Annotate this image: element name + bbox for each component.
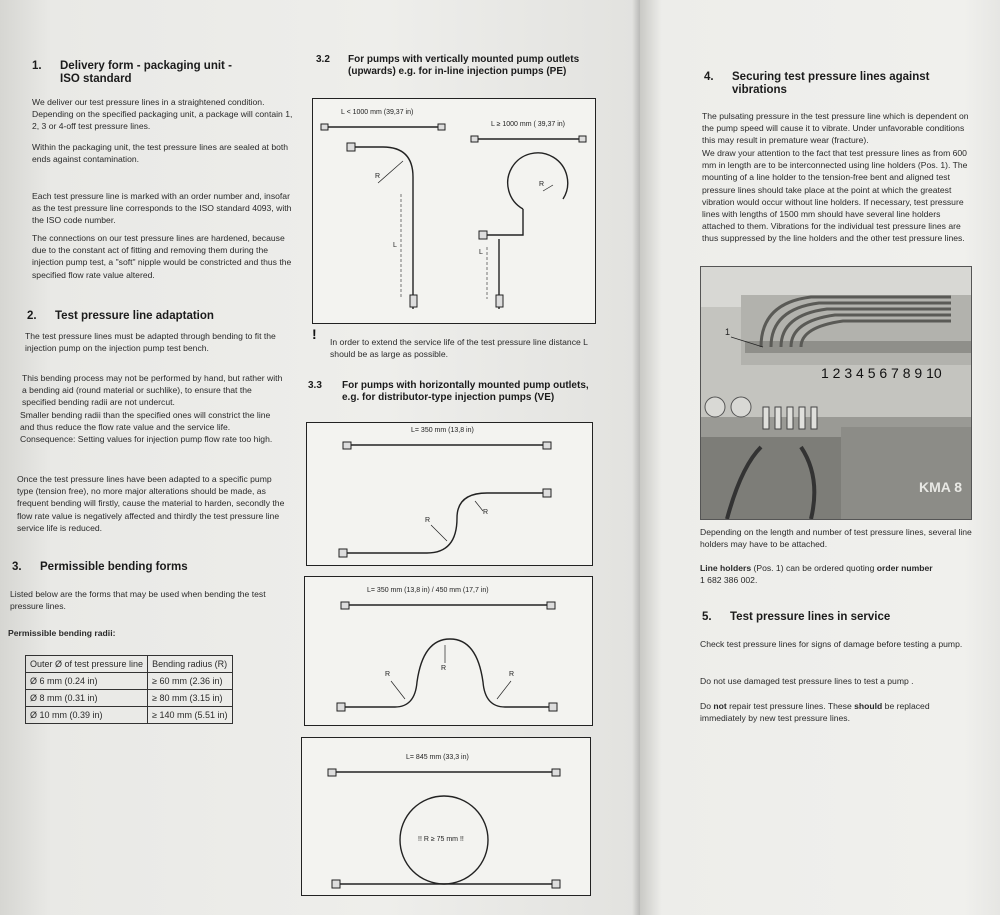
length-label-b: L ≥ 1000 mm ( 39,37 in) <box>491 121 566 128</box>
length-label-3: L= 845 mm (33,3 in) <box>406 754 469 761</box>
section-4-paragraph-2: We draw your attention to the fact that test pressure lines as from 600 mm in length are to be interconnected using line holders (Pos. 1). The mounting of a line holder to the tension-free bent and aligned test pressure lines should take place at the point at which the greatest vibration would occur without line holders. If necessary, test pressure lines with lengths of 1500 mm should have several line holders attached to them. Vibrations for the individual test pressure lines are thus suppressed by the line holders and the other test pressure lines. <box>702 148 968 244</box>
section-3-heading: 3. Permissible bending forms <box>12 561 188 573</box>
outlet-numbers: 1 2 3 4 5 6 7 8 9 10 <box>821 365 942 381</box>
test-bench-photo <box>700 266 972 520</box>
section-1-paragraph-3: Each test pressure line is marked with an order number and, insofar as the test pressure line corresponds to the ISO standard 4093, with the ISO code number. <box>32 191 292 226</box>
section-1-heading: 1. Delivery form - packaging unit - ISO standard <box>32 60 232 85</box>
radius-label: R <box>441 665 447 672</box>
section-4-paragraph-1: The pulsating pressure in the test pressure line which is dependent on the pump speed will cause it to vibrate. Under unfavorable conditions this may result in premature wear (fracture). <box>702 111 969 146</box>
radius-label: R <box>509 671 515 678</box>
table-header-cell: Bending radius (R) <box>148 656 232 673</box>
figure-s-bend-drawing <box>307 423 592 565</box>
figure-omega-bend <box>304 576 593 726</box>
table-cell: Ø 8 mm (0.31 in) <box>26 690 148 707</box>
table-cell: ≥ 80 mm (3.15 in) <box>148 690 232 707</box>
table-header-row <box>26 656 233 673</box>
section-5-paragraph-2: Do not use damaged test pressure lines to test a pump . <box>700 676 914 686</box>
table-cell: Ø 6 mm (0.24 in) <box>26 673 148 690</box>
radius-label: R <box>385 671 391 678</box>
section-3-2-heading: 3.2 For pumps with vertically mounted pump outlets (upwards) e.g. for in-line injection pumps (PE) <box>316 54 580 77</box>
table-header-cell: Outer Ø of test pressure line <box>26 656 148 673</box>
figure-vertical-outlets <box>312 98 596 324</box>
section-5-paragraph-3: Do not repair test pressure lines. These should be replaced immediately by new test pressure lines. <box>700 701 930 724</box>
bending-radii-label: Permissible bending radii: <box>8 628 116 638</box>
table-cell: Ø 10 mm (0.39 in) <box>26 707 148 724</box>
radius-label: R <box>425 517 431 524</box>
section-5-heading: 5. Test pressure lines in service <box>702 611 891 623</box>
table-cell: ≥ 140 mm (5.51 in) <box>148 707 232 724</box>
warning-icon: ! <box>312 326 317 342</box>
bench-brand-label: KMA 8 <box>919 479 963 495</box>
figure-omega-bend-drawing <box>305 577 592 725</box>
figure-s-bend <box>306 422 593 566</box>
section-3-paragraph-1: Listed below are the forms that may be used when bending the test pressure lines. <box>10 589 266 612</box>
section-1-paragraph-2: Within the packaging unit, the test pressure lines are sealed at both ends against contamination. <box>32 142 289 165</box>
figure-loop-bend-drawing <box>302 738 590 895</box>
distance-label: L <box>479 249 483 256</box>
section-2-paragraph-1: The test pressure lines must be adapted through bending to fit the injection pump on the injection pump test bench. <box>25 331 276 354</box>
table-row <box>26 690 233 707</box>
section-3-3-heading: 3.3 For pumps with horizontally mounted pump outlets, e.g. for distributor-type injection pumps (VE) <box>308 380 589 403</box>
section-2-paragraph-2: This bending process may not be performed by hand, but rather with a bending aid (round material or suchlike), to ensure that the specified bending radii are not undercut. <box>22 373 283 408</box>
table-row <box>26 707 233 724</box>
table-row <box>26 673 233 690</box>
position-1-label: 1 <box>725 327 731 337</box>
radius-label: R <box>483 509 489 516</box>
radius-label: R <box>375 173 381 180</box>
section-2-paragraph-4: Consequence: Setting values for injection pump flow rate too high. <box>20 434 273 444</box>
figure-loop-bend <box>301 737 591 896</box>
distance-label: L <box>393 242 397 249</box>
table-cell: ≥ 60 mm (2.36 in) <box>148 673 232 690</box>
section-2-heading: 2. Test pressure line adaptation <box>27 310 214 322</box>
length-label-2: L= 350 mm (13,8 in) / 450 mm (17,7 in) <box>367 587 489 594</box>
section-1-paragraph-1: We deliver our test pressure lines in a straightened condition. Depending on the specified packaging unit, a package will contain 1, 2, 3 or 4-off test pressure lines. <box>32 97 293 132</box>
order-info: Line holders (Pos. 1) can be ordered quoting order number 1 682 386 002. <box>700 563 933 586</box>
figure-vertical-outlets-drawing <box>313 99 595 323</box>
section-1-paragraph-4: The connections on our test pressure lines are hardened, because due to the constant act of fitting and removing them during the injection pump test, a "soft" nipple would be constricted and thus the specified flow rate value altered. <box>32 233 292 280</box>
section-4-heading: 4. Securing test pressure lines against vibrations <box>704 71 930 96</box>
section-5-paragraph-1: Check test pressure lines for signs of damage before testing a pump. <box>700 639 963 649</box>
section-3-2-note: In order to extend the service life of the test pressure line distance L should be as large as possible. <box>330 337 588 360</box>
length-label-a: L < 1000 mm (39,37 in) <box>341 109 414 116</box>
section-2-paragraph-3: Smaller bending radii than the specified ones will constrict the line and thus reduce the flow rate value and the service life. <box>20 410 271 433</box>
section-2-paragraph-5: Once the test pressure lines have been adapted to a specific pump type (tension free), no more major alterations should be made, as frequent bending will firstly, cause the material to harden, secondly the flow rate value is negatively affected and thirdly the test pressure line service life is reduced. <box>17 474 285 533</box>
right-page <box>640 0 1000 915</box>
photo-caption: Depending on the length and number of test pressure lines, several line holders may have to be attached. <box>700 527 972 550</box>
loop-radius-note: !! R ≥ 75 mm !! <box>418 836 464 843</box>
bending-radii-table <box>25 655 233 724</box>
length-label-1: L= 350 mm (13,8 in) <box>411 427 474 434</box>
radius-label: R <box>539 181 545 188</box>
